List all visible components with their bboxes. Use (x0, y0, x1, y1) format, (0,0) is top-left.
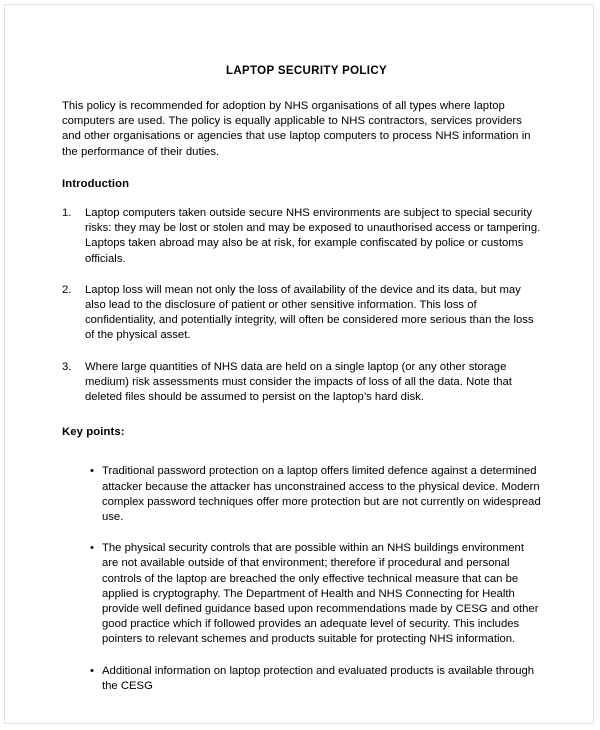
list-item-number: 3. (62, 360, 72, 373)
introduction-numbered-list (62, 206, 543, 405)
document-page (4, 4, 594, 724)
bullet-icon: • (90, 542, 94, 555)
key-points-spacer (62, 454, 543, 464)
list-item-text: Laptop loss will mean not only the loss of availability of the device and its data, but may also lead to the disclosure of patient or other sensitive information. This loss of confidentiality, and potentially integrity, will often be considered more serious than the loss of the physical asset. (85, 283, 534, 342)
section-heading-key-points: Key points: (62, 426, 125, 439)
list-item-text: Laptop computers taken outside secure NHS environments are subject to special security risks: they may be lost or stolen and may be exposed to unauthorised access or tampering. Laptops taken abroad may also be at risk, for example confiscated by police or customs officials. (85, 207, 541, 265)
document-body (62, 65, 543, 710)
bullet-icon: • (90, 664, 94, 677)
list-item (62, 664, 543, 694)
list-item (62, 206, 543, 267)
list-item-text: The physical security controls that are possible within an NHS buildings environment are not available outside of that environment; therefore if procedural and personal controls of the laptop are breached the only effective technical measure that can be applied is cryptography. The Department of Health and NHS Connecting for Health provide well defined guidance based upon recommendations made by CESG and other good practice which if followed provides an adequate level of security. This includes pointers to relevant schemes and products suitable for protecting NHS information. (102, 542, 539, 646)
list-item-number: 2. (62, 283, 72, 296)
key-points-bullet-list (62, 464, 543, 694)
list-item (62, 283, 543, 344)
list-item-text: Additional information on laptop protection and evaluated products is available through the CESG (102, 664, 535, 692)
list-item-number: 1. (62, 207, 72, 220)
section-heading-introduction: Introduction (62, 177, 130, 190)
intro-paragraph: This policy is recommended for adoption by NHS organisations of all types where laptop computers are used. The policy is equally applicable to NHS contractors, services providers and other organisations or agencies that use laptop computers to process NHS information in the performance of their duties. (62, 100, 531, 158)
bullet-icon: • (90, 465, 94, 478)
list-item (62, 360, 543, 406)
list-item-text: Traditional password protection on a laptop offers limited defence against a determined attacker because the attacker has unconstrained access to the physical device. Modern complex password techniques offer more protection but are not currently on widespread use. (102, 465, 541, 524)
list-item (62, 464, 543, 525)
list-item (62, 541, 543, 647)
list-item-text: Where large quantities of NHS data are held on a single laptop (or any other storage medium) risk assessments must consider the impacts of loss of all the data. Note that deleted files should be assumed to persist on the laptop’s hard disk. (85, 360, 512, 404)
page-title: LAPTOP SECURITY POLICY (225, 65, 388, 77)
